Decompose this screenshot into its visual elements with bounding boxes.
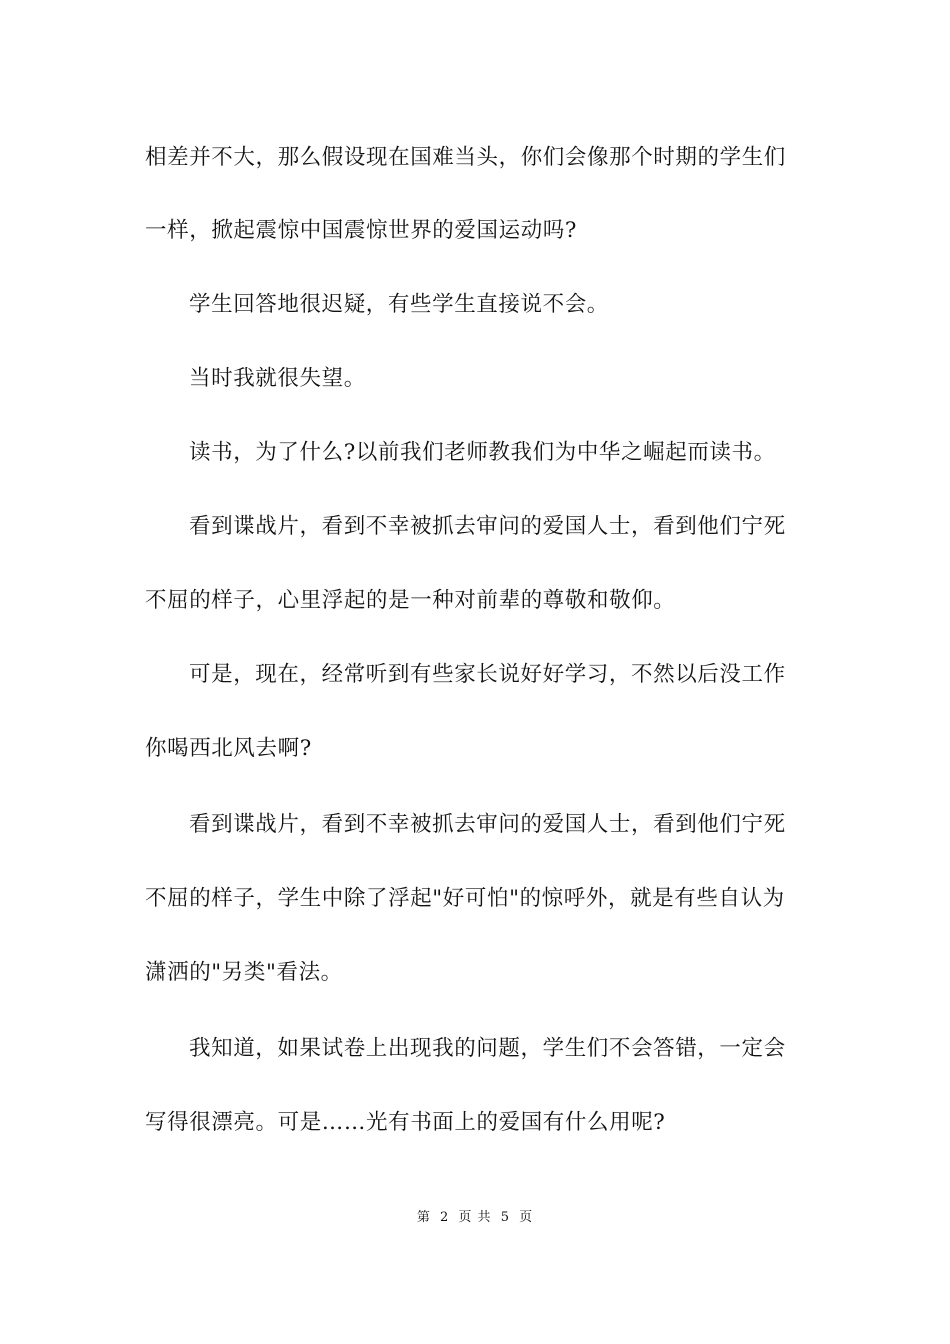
paragraph-line: 一样，掀起震惊中国震惊世界的爱国运动吗? xyxy=(145,218,578,243)
paragraph-line: 潇洒的"另类"看法。 xyxy=(145,960,343,985)
paragraph-line: 读书，为了什么?以前我们老师教我们为中华之崛起而读书。 xyxy=(189,440,776,465)
paragraph-line: 不屈的样子，心里浮起的是一种对前辈的尊敬和敬仰。 xyxy=(145,588,676,613)
paragraph-line: 你喝西北风去啊? xyxy=(145,736,312,761)
paragraph-line: 看到谍战片，看到不幸被抓去审问的爱国人士，看到他们宁死 xyxy=(189,514,786,539)
page-number-footer xyxy=(0,1208,950,1228)
footer-suffix: 页 xyxy=(519,1210,534,1225)
paragraph-line: 不屈的样子，学生中除了浮起"好可怕"的惊呼外，就是有些自认为 xyxy=(145,886,785,911)
footer-prefix: 第 xyxy=(416,1210,431,1225)
paragraph-line: 写得很漂亮。可是……光有书面上的爱国有什么用呢? xyxy=(145,1110,666,1135)
footer-middle: 页 共 xyxy=(458,1210,492,1225)
footer-current-page: 2 xyxy=(440,1210,450,1225)
paragraph-line: 当时我就很失望。 xyxy=(189,366,366,391)
footer-total-pages: 5 xyxy=(500,1210,510,1225)
paragraph-line: 可是，现在，经常听到有些家长说好好学习，不然以后没工作 xyxy=(189,662,786,687)
paragraph-line: 相差并不大，那么假设现在国难当头，你们会像那个时期的学生们 xyxy=(145,145,786,170)
paragraph-line: 我知道，如果试卷上出现我的问题，学生们不会答错，一定会 xyxy=(189,1036,786,1061)
paragraph-line: 看到谍战片，看到不幸被抓去审问的爱国人士，看到他们宁死 xyxy=(189,812,786,837)
paragraph-line: 学生回答地很迟疑，有些学生直接说不会。 xyxy=(189,292,609,317)
